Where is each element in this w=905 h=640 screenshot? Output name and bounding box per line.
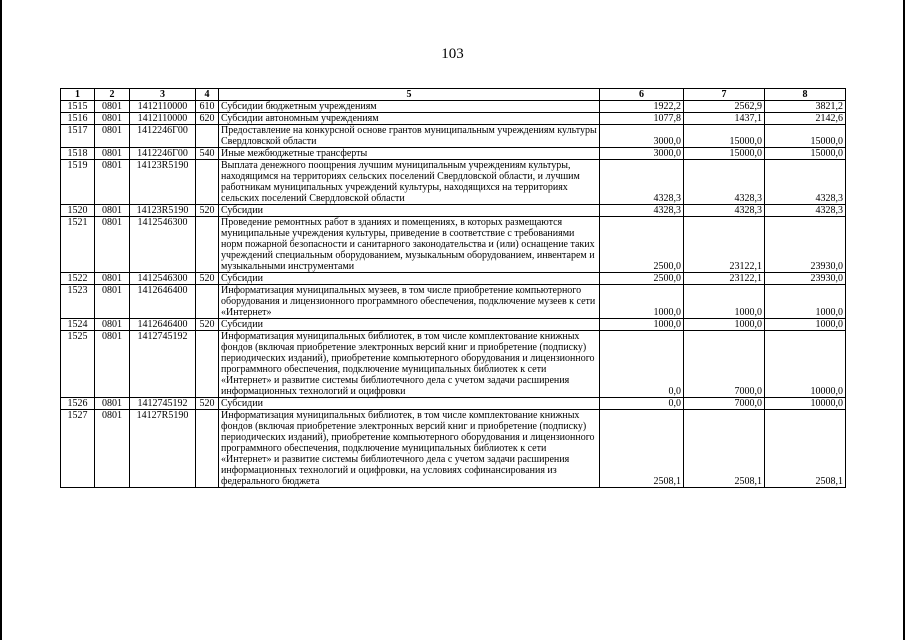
header-cell: 3 bbox=[130, 89, 196, 101]
item-name: Субсидии бюджетным учреждениям bbox=[219, 101, 600, 113]
amount-col-6: 0,0 bbox=[600, 398, 684, 410]
row-number: 1518 bbox=[61, 148, 95, 160]
header-cell: 7 bbox=[684, 89, 765, 101]
expense-type-code bbox=[196, 160, 219, 205]
expense-type-code bbox=[196, 217, 219, 273]
amount-col-8: 3821,2 bbox=[765, 101, 846, 113]
target-article-code: 1412546300 bbox=[130, 217, 196, 273]
amount-col-8: 23930,0 bbox=[765, 217, 846, 273]
target-article-code: 1412745192 bbox=[130, 398, 196, 410]
amount-col-6: 2508,1 bbox=[600, 410, 684, 488]
table-row bbox=[61, 113, 846, 125]
table-row bbox=[61, 273, 846, 285]
scan-left-edge bbox=[0, 0, 2, 640]
expense-type-code: 610 bbox=[196, 101, 219, 113]
row-number: 1521 bbox=[61, 217, 95, 273]
item-name: Выплата денежного поощрения лучшим муниципальным учреждениям культуры, находящимся на территориях сельских поселений Свердловской области, и лучшим работникам муниципальных учреждений культуры, находящихся на территориях сельских поселений Свердловской области bbox=[219, 160, 600, 205]
table-row bbox=[61, 319, 846, 331]
amount-col-6: 1000,0 bbox=[600, 285, 684, 319]
expense-type-code: 520 bbox=[196, 205, 219, 217]
target-article-code: 14123R5190 bbox=[130, 160, 196, 205]
amount-col-7: 4328,3 bbox=[684, 205, 765, 217]
section-code: 0801 bbox=[95, 148, 130, 160]
row-number: 1515 bbox=[61, 101, 95, 113]
target-article-code: 1412246Г00 bbox=[130, 148, 196, 160]
amount-col-8: 23930,0 bbox=[765, 273, 846, 285]
item-name: Информатизация муниципальных библиотек, в том числе комплектование книжных фондов (включая приобретение электронных версий книг и приобретение (подписку) периодических изданий), приобретение компьютерного оборудования и лицензионного программного обеспечения, подключение муниципальных библиотек к сети «Интернет» и развитие системы библиотечного дела с учетом задачи расширения информационных технологий и оцифровки, на условиях софинансирования из федерального бюджета bbox=[219, 410, 600, 488]
expense-type-code: 520 bbox=[196, 273, 219, 285]
amount-col-7: 15000,0 bbox=[684, 148, 765, 160]
amount-col-6: 1000,0 bbox=[600, 319, 684, 331]
amount-col-7: 1000,0 bbox=[684, 285, 765, 319]
amount-col-7: 1437,1 bbox=[684, 113, 765, 125]
amount-col-7: 2562,9 bbox=[684, 101, 765, 113]
amount-col-6: 0,0 bbox=[600, 331, 684, 398]
amount-col-7: 23122,1 bbox=[684, 217, 765, 273]
table-row bbox=[61, 160, 846, 205]
expense-type-code: 520 bbox=[196, 398, 219, 410]
amount-col-8: 1000,0 bbox=[765, 319, 846, 331]
item-name: Информатизация муниципальных библиотек, в том числе комплектование книжных фондов (включая приобретение электронных версий книг и приобретение (подписку) периодических изданий), приобретение компьютерного оборудования и лицензионного программного обеспечения, подключение муниципальных библиотек к сети «Интернет» и развитие системы библиотечного дела с учетом задачи расширения информационных технологий и оцифровки bbox=[219, 331, 600, 398]
table-row bbox=[61, 331, 846, 398]
amount-col-7: 23122,1 bbox=[684, 273, 765, 285]
row-number: 1523 bbox=[61, 285, 95, 319]
target-article-code: 1412745192 bbox=[130, 331, 196, 398]
header-cell: 2 bbox=[95, 89, 130, 101]
table-row bbox=[61, 125, 846, 148]
header-cell: 8 bbox=[765, 89, 846, 101]
table-row bbox=[61, 410, 846, 488]
item-name: Информатизация муниципальных музеев, в том числе приобретение компьютерного оборудования и лицензионного программного обеспечения, подключение музеев к сети «Интернет» bbox=[219, 285, 600, 319]
amount-col-8: 4328,3 bbox=[765, 205, 846, 217]
header-cell: 5 bbox=[219, 89, 600, 101]
amount-col-8: 15000,0 bbox=[765, 125, 846, 148]
row-number: 1520 bbox=[61, 205, 95, 217]
target-article-code: 1412110000 bbox=[130, 113, 196, 125]
amount-col-7: 4328,3 bbox=[684, 160, 765, 205]
section-code: 0801 bbox=[95, 205, 130, 217]
item-name: Субсидии автономным учреждениям bbox=[219, 113, 600, 125]
amount-col-7: 7000,0 bbox=[684, 331, 765, 398]
amount-col-8: 4328,3 bbox=[765, 160, 846, 205]
table-row bbox=[61, 217, 846, 273]
target-article-code: 1412646400 bbox=[130, 319, 196, 331]
expense-type-code: 620 bbox=[196, 113, 219, 125]
header-cell: 4 bbox=[196, 89, 219, 101]
row-number: 1522 bbox=[61, 273, 95, 285]
target-article-code: 1412110000 bbox=[130, 101, 196, 113]
section-code: 0801 bbox=[95, 319, 130, 331]
target-article-code: 14127R5190 bbox=[130, 410, 196, 488]
amount-col-7: 15000,0 bbox=[684, 125, 765, 148]
table-row bbox=[61, 285, 846, 319]
section-code: 0801 bbox=[95, 410, 130, 488]
header-cell: 6 bbox=[600, 89, 684, 101]
row-number: 1526 bbox=[61, 398, 95, 410]
amount-col-6: 4328,3 bbox=[600, 160, 684, 205]
amount-col-8: 10000,0 bbox=[765, 331, 846, 398]
section-code: 0801 bbox=[95, 331, 130, 398]
row-number: 1525 bbox=[61, 331, 95, 398]
amount-col-6: 3000,0 bbox=[600, 125, 684, 148]
section-code: 0801 bbox=[95, 113, 130, 125]
amount-col-6: 2500,0 bbox=[600, 273, 684, 285]
table-row bbox=[61, 205, 846, 217]
target-article-code: 1412546300 bbox=[130, 273, 196, 285]
item-name: Проведение ремонтных работ в зданиях и помещениях, в которых размещаются муниципальные учреждения культуры, приведение в соответствие с требованиями норм пожарной безопасности и санитарного законодательства и (или) оснащение таких учреждений специальным оборудованием, музыкальным оборудованием, инвентарем и музыкальными инструментами bbox=[219, 217, 600, 273]
row-number: 1527 bbox=[61, 410, 95, 488]
section-code: 0801 bbox=[95, 125, 130, 148]
expense-type-code: 520 bbox=[196, 319, 219, 331]
amount-col-7: 1000,0 bbox=[684, 319, 765, 331]
item-name: Субсидии bbox=[219, 205, 600, 217]
section-code: 0801 bbox=[95, 217, 130, 273]
amount-col-6: 3000,0 bbox=[600, 148, 684, 160]
expense-type-code: 540 bbox=[196, 148, 219, 160]
amount-col-8: 15000,0 bbox=[765, 148, 846, 160]
section-code: 0801 bbox=[95, 160, 130, 205]
expense-type-code bbox=[196, 285, 219, 319]
amount-col-8: 2508,1 bbox=[765, 410, 846, 488]
expense-type-code bbox=[196, 331, 219, 398]
budget-table bbox=[60, 88, 846, 488]
target-article-code: 1412246Г00 bbox=[130, 125, 196, 148]
target-article-code: 1412646400 bbox=[130, 285, 196, 319]
item-name: Предоставление на конкурсной основе грантов муниципальным учреждениям культуры Свердловской области bbox=[219, 125, 600, 148]
section-code: 0801 bbox=[95, 273, 130, 285]
header-cell: 1 bbox=[61, 89, 95, 101]
table-header-row bbox=[61, 89, 846, 101]
amount-col-7: 7000,0 bbox=[684, 398, 765, 410]
table-row bbox=[61, 148, 846, 160]
amount-col-7: 2508,1 bbox=[684, 410, 765, 488]
table-row bbox=[61, 101, 846, 113]
item-name: Субсидии bbox=[219, 273, 600, 285]
amount-col-6: 2500,0 bbox=[600, 217, 684, 273]
table-row bbox=[61, 398, 846, 410]
section-code: 0801 bbox=[95, 285, 130, 319]
row-number: 1517 bbox=[61, 125, 95, 148]
item-name: Иные межбюджетные трансферты bbox=[219, 148, 600, 160]
section-code: 0801 bbox=[95, 101, 130, 113]
page-number: 103 bbox=[441, 46, 464, 62]
section-code: 0801 bbox=[95, 398, 130, 410]
row-number: 1524 bbox=[61, 319, 95, 331]
expense-type-code bbox=[196, 125, 219, 148]
amount-col-6: 1922,2 bbox=[600, 101, 684, 113]
amount-col-6: 1077,8 bbox=[600, 113, 684, 125]
item-name: Субсидии bbox=[219, 319, 600, 331]
amount-col-6: 4328,3 bbox=[600, 205, 684, 217]
row-number: 1519 bbox=[61, 160, 95, 205]
item-name: Субсидии bbox=[219, 398, 600, 410]
amount-col-8: 2142,6 bbox=[765, 113, 846, 125]
expense-type-code bbox=[196, 410, 219, 488]
amount-col-8: 10000,0 bbox=[765, 398, 846, 410]
target-article-code: 14123R5190 bbox=[130, 205, 196, 217]
amount-col-8: 1000,0 bbox=[765, 285, 846, 319]
row-number: 1516 bbox=[61, 113, 95, 125]
